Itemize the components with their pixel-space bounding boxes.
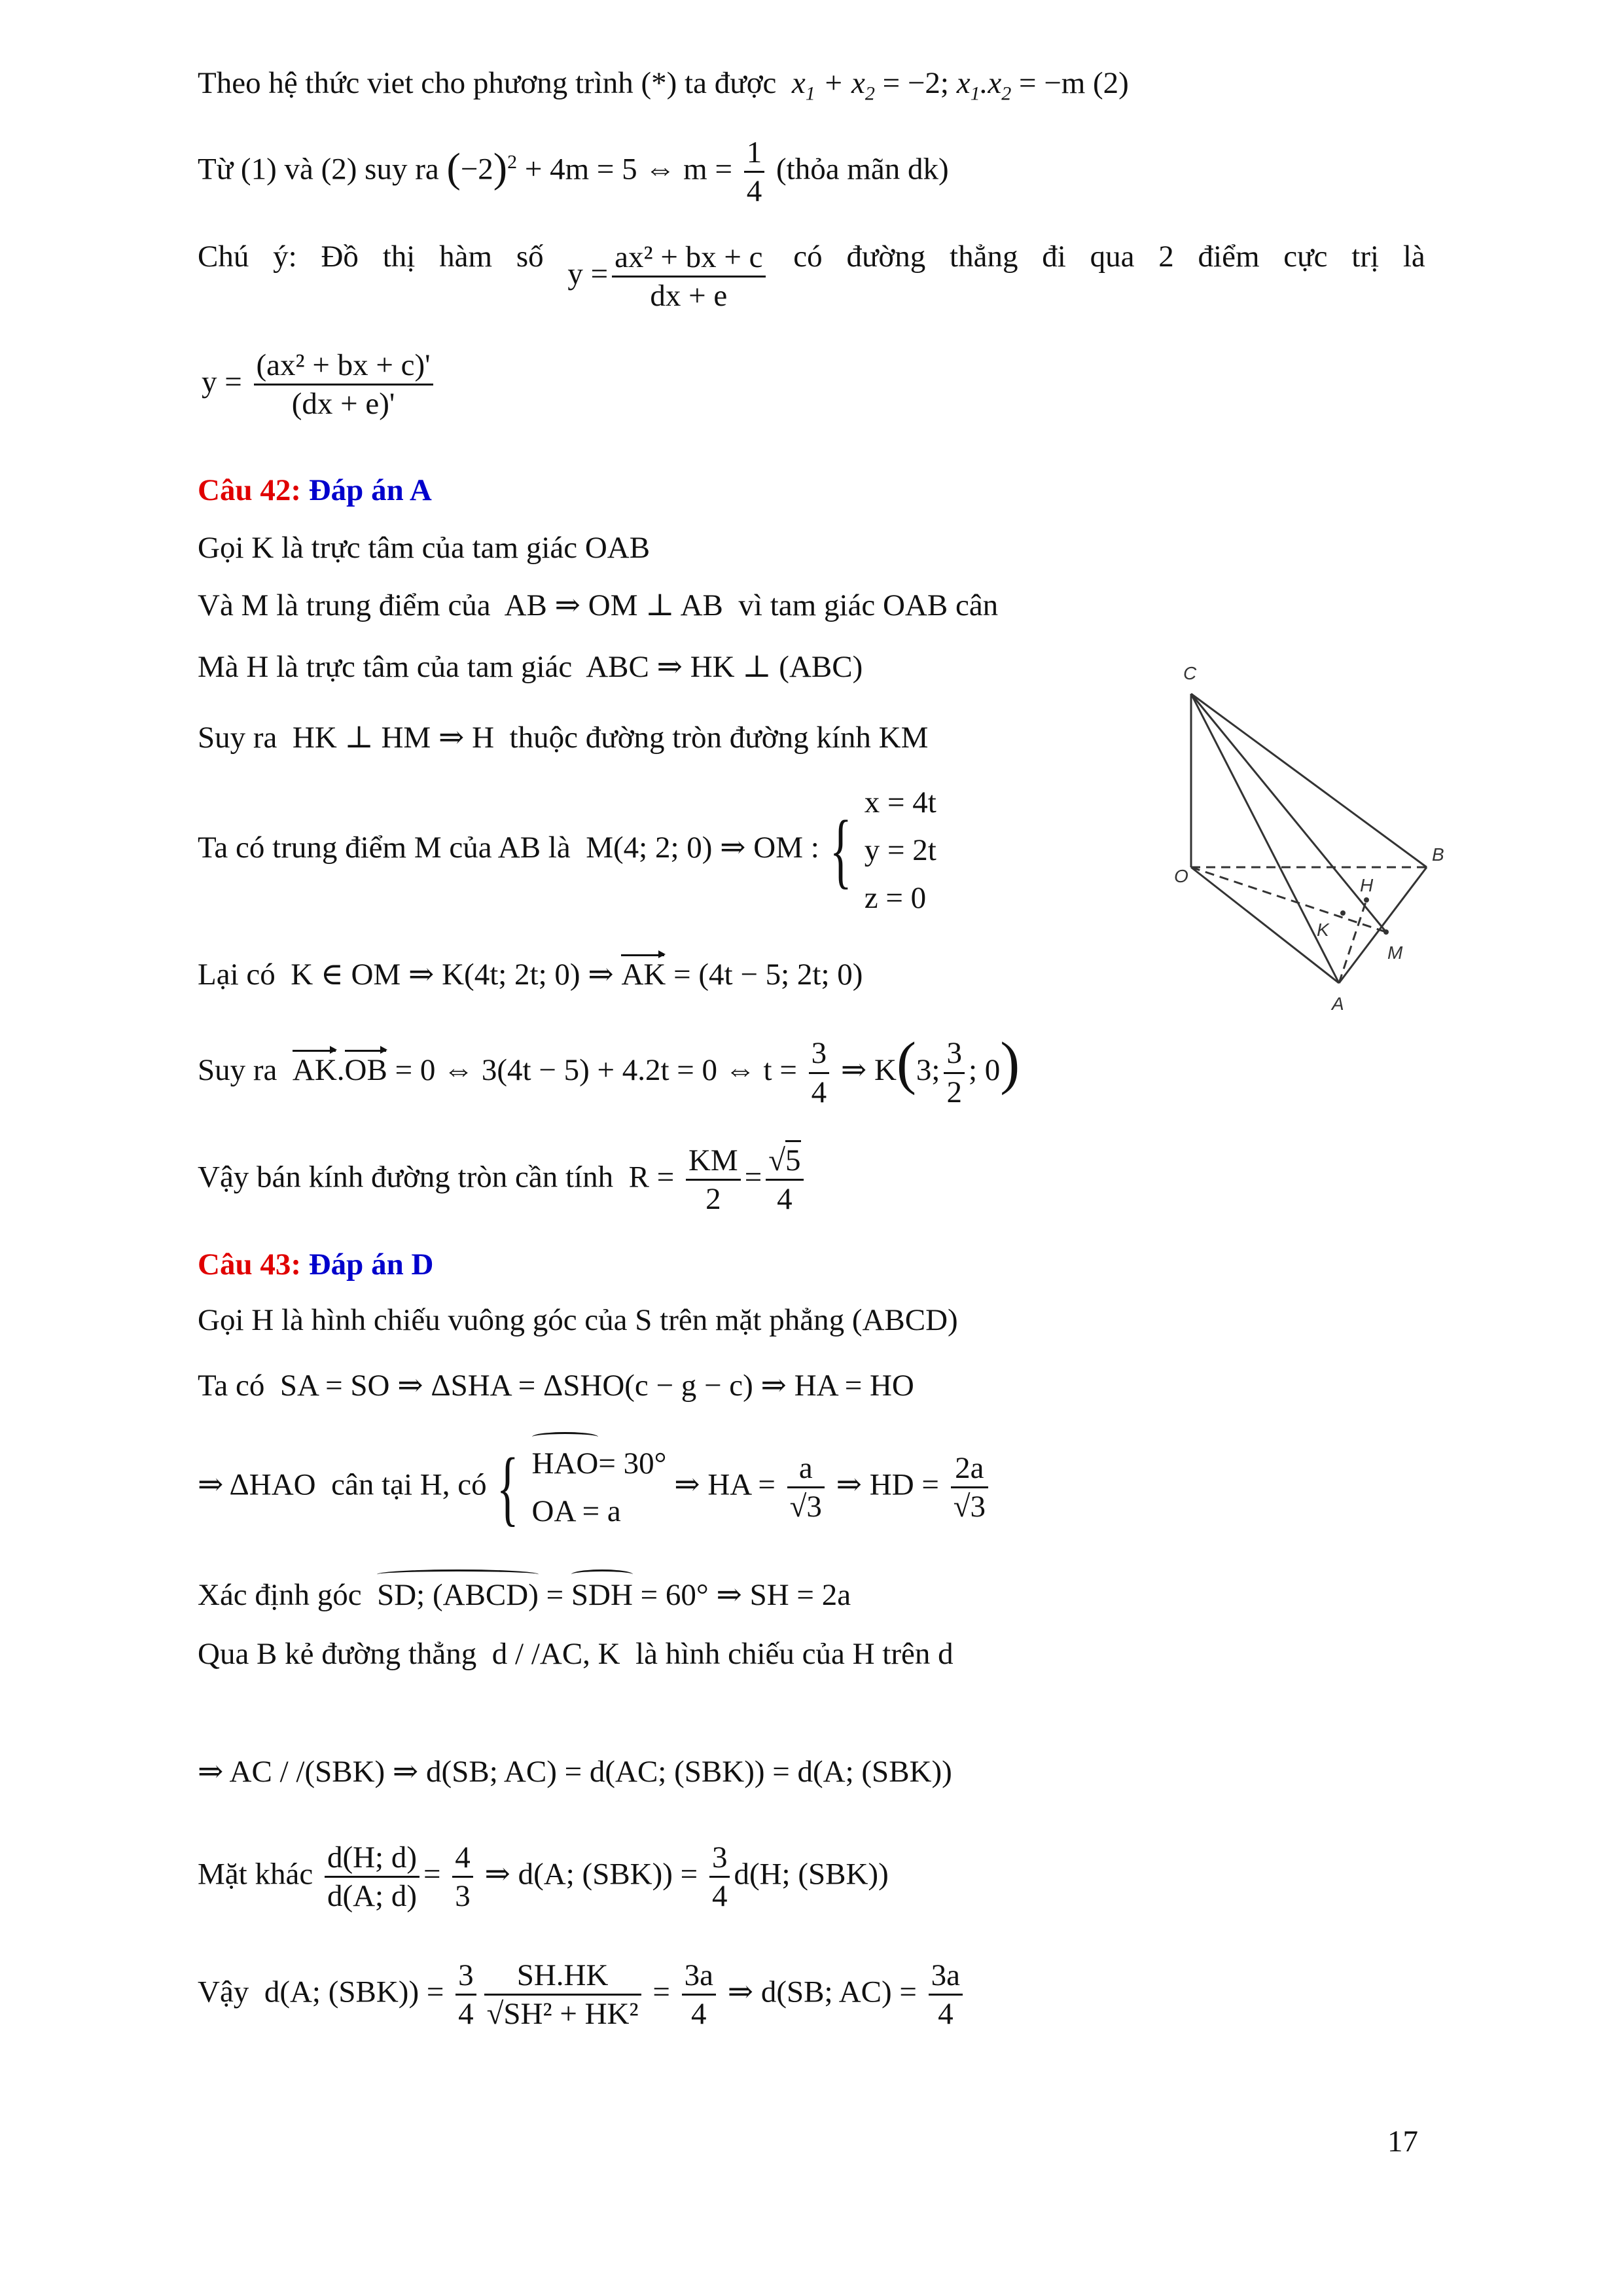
q43-line-4: Xác định góc SD; (ABCD) = SDH = 60° ⇒ SH = 2a [198,1578,851,1612]
label-b: B [1432,844,1444,865]
page-number: 17 [1387,2125,1418,2159]
rational-function-fraction: $\frac{\text{ax² + bx + c}}{dx + e}$ [612,239,765,315]
point-k [1340,910,1346,916]
q42-line-5: Ta có trung điểm M của AB là M(4; 2; 0) ⇒ OM : { x = 4t y = 2t z = 0 [198,785,936,915]
viet-line: Theo hệ thức viet cho phương trình (*) ta được $x_1 + x_2 = -2$; $x_1.x_2 = -m$ (2) [198,66,1129,105]
pyramid-figure [1113,648,1466,1054]
question-42-heading: Câu 42: Đáp án A [198,473,432,507]
q42-line-7: Suy ra AK.OB = 0 ⇔ 3(4t − 5) + 4.2t = 0 ⇔ t = $\frac{3}{4}$ ⇒ K(3; $\frac{3}{2}$ ; 0) [198,1031,1020,1109]
label-c: C [1183,663,1197,683]
derive-text: Từ (1) và (2) suy ra [198,152,439,187]
q43-line-1: Gọi H là hình chiếu vuông góc của S trên mặt phẳng (ABCD) [198,1303,958,1337]
vector-ak-2: AK [292,1053,337,1087]
q42-line-8: Vậy bán kính đường tròn cần tính R = $\frac{KM}{2}$ = $\frac{√5}{4}$ [198,1142,808,1218]
edge-cm [1191,694,1386,932]
question-43-heading: Câu 43: Đáp án D [198,1247,434,1282]
vector-ob: OB [344,1053,387,1087]
vector-ak: AK [621,958,666,992]
label-k: K [1317,920,1329,940]
q43-line-3: ⇒ ΔHAO cân tại H, có { HAO= 30° OA = a ⇒ HA = $\frac{a}{√3}$ ⇒ HD = $\frac{2a}{√3}$ [198,1440,992,1535]
q42-line-1: Gọi K là trực tâm của tam giác OAB [198,531,651,565]
q42-line-3: Mà H là trực tâm của tam giác ABC ⇒ HK ⊥ (ABC) [198,650,863,684]
point-h [1364,897,1369,903]
q42-line-2: Và M là trung điểm của AB ⇒ OM ⊥ AB vì tam giác OAB cân [198,588,999,622]
viet-product: = −m (2) [1018,66,1129,100]
q43-line-6: ⇒ AC / /(SBK) ⇒ d(SB; AC) = d(AC; (SBK)) = d(A; (SBK)) [198,1755,952,1789]
edge-om [1191,867,1386,932]
label-o: O [1174,866,1188,886]
q43-line-5: Qua B kẻ đường thẳng d / /AC, K là hình chiếu của H trên d [198,1637,954,1671]
q42-line-6: Lại có K ∈ OM ⇒ K(4t; 2t; 0) ⇒ AK = (4t − 5; 2t; 0) [198,958,863,992]
label-m: M [1387,942,1403,963]
m-fraction: $\frac{1}{4}$ [744,134,765,210]
q43-line-2: Ta có SA = SO ⇒ ΔSHA = ΔSHO(c − g − c) ⇒ HA = HO [198,1369,914,1403]
q42-line-4: Suy ra HK ⊥ HM ⇒ H thuộc đường tròn đường kính KM [198,721,929,755]
derive-m-line: Từ (1) và (2) suy ra $(-2)^2 + 4m = 5$ ⇔ m = $\frac{1}{4}$ (thỏa mãn dk) [198,134,949,210]
q43-line-8: Vậy d(A; (SBK)) = $\frac{3}{4}$ $\frac{SH.HK}{\text{√SH² + HK²}}$ = $\frac{3a}{4}$ ⇒ d(SB; AC) = $\frac{3a}{4}$ [198,1957,967,2033]
extreme-line-formula: y = $\frac{\text{(ax² + bx + c)'}}{(dx + e)'}$ [202,347,437,423]
edge-ba [1339,867,1427,983]
viet-sum: = −2; [882,66,949,100]
derive-eq: + 4m = 5 ⇔ m = [524,152,732,187]
edge-cb [1191,694,1427,867]
derive-note: (thỏa mãn dk) [776,152,949,187]
point-m [1383,929,1389,935]
note-line: Chú ý: Đồ thị hàm số y = $\frac{\text{ax² + bx + c}}{dx + e}$ có đường thẳng đi qua 2 điểm cực trị là [198,239,1425,315]
viet-text: Theo hệ thức viet cho phương trình (*) ta được [198,66,777,100]
q43-line-7: Mặt khác $\frac{d(H; d)}{d(A; d)}$ = $\frac{4}{3}$ ⇒ d(A; (SBK)) = $\frac{3}{4}$ d(H; (SBK)) [198,1840,889,1914]
label-h: H [1360,875,1374,895]
label-a: A [1332,994,1344,1014]
